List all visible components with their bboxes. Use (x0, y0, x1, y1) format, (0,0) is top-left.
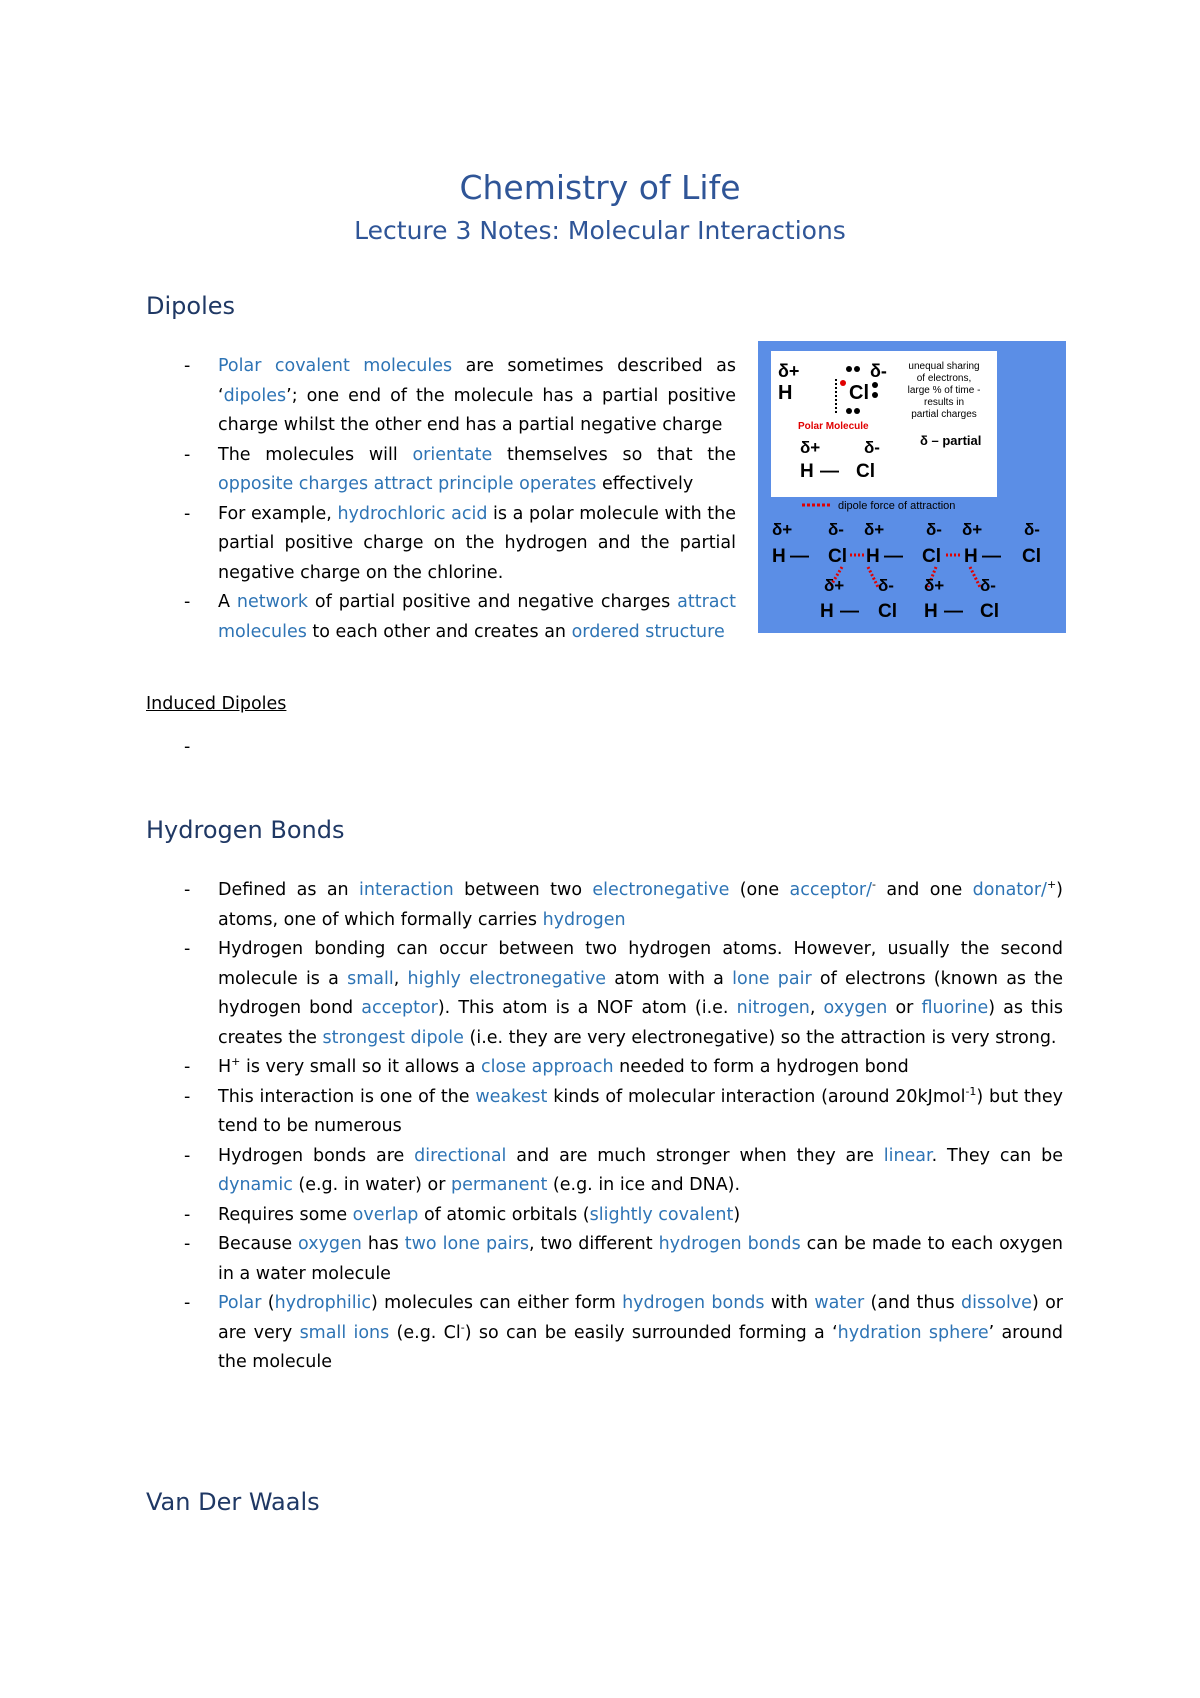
svg-text:δ+: δ+ (824, 576, 845, 595)
key-term: slightly covalent (589, 1204, 734, 1225)
svg-text:H: H (924, 601, 938, 622)
key-term: interaction (359, 880, 454, 900)
svg-text:H: H (772, 546, 786, 567)
text-run: of electrons (known as the hydrogen bond (218, 968, 1063, 1018)
text-run: kinds of molecular interaction (around 20kJmol (547, 1086, 966, 1107)
svg-text:—: — (944, 601, 963, 622)
svg-text:Cl: Cl (878, 601, 897, 622)
key-term: directional (414, 1145, 507, 1166)
svg-text:H: H (800, 461, 814, 482)
text-run: ) but they tend to be numerous (218, 1086, 1063, 1136)
svg-text:Cl: Cl (922, 546, 941, 567)
key-term: close approach (481, 1057, 614, 1077)
svg-text:δ+: δ+ (864, 520, 885, 539)
key-term: small ions (299, 1322, 390, 1343)
text-run: Requires some (218, 1204, 353, 1225)
superscript: -1 (965, 1084, 977, 1098)
svg-text:δ+: δ+ (924, 576, 945, 595)
key-term: overlap (352, 1204, 419, 1225)
key-term: hydrogen bonds (622, 1293, 765, 1313)
text-run: (e.g. in ice and DNA). (547, 1175, 741, 1195)
key-term: hydrogen bonds (658, 1234, 801, 1254)
key-term: opposite charges attract principle operates (218, 474, 597, 494)
text-run: The molecules will (218, 444, 413, 465)
text-run: are sometimes described as ‘ (218, 356, 737, 406)
polar-molecule-label: Polar Molecule (798, 421, 869, 432)
key-term: donator/ (972, 880, 1047, 900)
svg-text:Cl: Cl (856, 461, 875, 482)
text-run: atom with a (606, 968, 733, 989)
key-term: lone pair (732, 968, 812, 989)
svg-text:δ-: δ- (828, 520, 844, 539)
key-term: dynamic (218, 1175, 293, 1195)
text-run: effectively (596, 474, 694, 494)
text-run: of atomic orbitals ( (418, 1204, 590, 1225)
text-run: H (218, 1057, 232, 1077)
text-run: , two different (528, 1234, 659, 1254)
text-run: ). This atom is a NOF atom (i.e. (437, 998, 737, 1018)
bullet-item (146, 500, 736, 589)
text-run: . They can be (931, 1145, 1063, 1166)
note-line-4: results in (923, 397, 965, 408)
text-run: and are much stronger when they are (506, 1145, 884, 1166)
key-term: hydrogen (542, 909, 626, 930)
force-legend: dipole force of attraction (838, 500, 956, 512)
text-run: between two (453, 880, 593, 900)
text-run: A (218, 592, 237, 612)
text-run: needed to form a hydrogen bond (613, 1057, 909, 1077)
text-run: Defined as an (218, 880, 360, 900)
svg-text:Cl: Cl (1022, 546, 1041, 567)
text-run: ) so can be easily surrounded forming a ‘ (464, 1322, 838, 1343)
note-line-2: of electrons, (916, 373, 972, 384)
key-term: weakest (475, 1086, 548, 1107)
key-term: water (814, 1293, 865, 1313)
text-run: ’ around the molecule (218, 1322, 1063, 1372)
key-term: linear (883, 1145, 932, 1166)
chlorine-label: Cl (849, 382, 869, 404)
heading-van-der-waals: Van Der Waals (146, 1488, 320, 1516)
key-term: hydrophilic (274, 1293, 372, 1313)
text-run: , (393, 968, 408, 989)
heading-dipoles: Dipoles (146, 292, 236, 320)
key-term: dipoles (223, 385, 287, 406)
text-run: of partial positive and negative charges (307, 592, 678, 612)
bullet-item (146, 876, 1063, 935)
svg-text:—: — (820, 461, 839, 482)
bullet-item (146, 1289, 1063, 1378)
key-term: Polar covalent molecules (218, 356, 453, 376)
text-run: This interaction is one of the (218, 1086, 476, 1107)
heading-hydrogen-bonds: Hydrogen Bonds (146, 816, 345, 844)
key-term: permanent (451, 1175, 548, 1195)
text-run: (and thus (864, 1293, 962, 1313)
hydrogen-label: H (778, 382, 793, 404)
bullet-item (146, 1083, 1063, 1142)
text-run: (i.e. they are very electronegative) so the attraction is very strong. (463, 1027, 1057, 1048)
text-run: Hydrogen bonding can occur between two hydrogen atoms. However, usually the second molecule is a (218, 939, 1063, 989)
superscript: + (231, 1055, 241, 1069)
key-term: oxygen (823, 998, 888, 1018)
key-term: highly electronegative (407, 968, 607, 989)
key-term: electronegative (592, 880, 730, 900)
page-title: Chemistry of Life (459, 168, 741, 207)
key-term: orientate (412, 444, 493, 465)
superscript: - (872, 878, 877, 892)
heading-induced-dipoles: Induced Dipoles (146, 694, 287, 714)
delta-minus-label: δ- (870, 361, 887, 381)
bullet-item (146, 1230, 1063, 1289)
text-run: ) atoms, one of which formally carries (218, 880, 1063, 930)
note-line-1: unequal sharing (908, 361, 980, 372)
text-run: ) as this creates the (218, 998, 1063, 1048)
svg-text:δ-: δ- (926, 520, 942, 539)
key-term: two lone pairs (404, 1234, 529, 1254)
svg-text:—: — (884, 546, 903, 567)
hydrogen-bonds-bullet-list (146, 876, 1063, 1378)
svg-text:δ-: δ- (980, 576, 996, 595)
text-run: For example, (218, 503, 338, 524)
bullet-item (146, 1142, 1063, 1201)
svg-text:H: H (866, 546, 880, 567)
note-line-3: large % of time - (907, 385, 981, 396)
svg-text:H: H (964, 546, 978, 567)
superscript: - (460, 1320, 465, 1334)
text-run: Hydrogen bonds are (218, 1145, 415, 1166)
text-run: and one (876, 880, 973, 900)
key-term: nitrogen (736, 998, 810, 1018)
hcl-dipole-figure (758, 341, 1066, 633)
key-term: small (347, 968, 394, 989)
text-run: (e.g. Cl (389, 1322, 461, 1343)
key-term: strongest dipole (322, 1027, 464, 1048)
svg-text:δ+: δ+ (800, 438, 821, 457)
svg-text:—: — (982, 546, 1001, 567)
svg-text:δ-: δ- (1024, 520, 1040, 539)
key-term: acceptor (361, 998, 438, 1018)
bullet-item (146, 588, 736, 647)
text-run: can be made to each oxygen in a water molecule (218, 1234, 1063, 1284)
svg-text:—: — (840, 601, 859, 622)
key-term: ordered structure (571, 621, 725, 642)
key-term: acceptor/ (789, 880, 873, 900)
key-term: Polar (218, 1293, 262, 1313)
text-run: Because (218, 1234, 299, 1254)
bullet-item (146, 935, 1063, 1053)
svg-text:δ+: δ+ (962, 520, 983, 539)
text-run: ) or are very (218, 1293, 1063, 1343)
svg-text:δ-: δ- (878, 576, 894, 595)
text-run: ) (733, 1204, 741, 1225)
superscript: + (1046, 878, 1057, 892)
bullet-item (146, 1201, 1063, 1231)
text-run: has (361, 1234, 405, 1254)
key-term: fluorine (921, 998, 989, 1018)
bullet-item (146, 1053, 1063, 1083)
text-run: ) molecules can either form (371, 1293, 623, 1313)
key-term: network (236, 592, 308, 612)
svg-text:δ+: δ+ (772, 520, 793, 539)
text-run: themselves so that the (492, 444, 736, 465)
key-term: oxygen (298, 1234, 362, 1254)
text-run: is a polar molecule with the partial positive charge on the hydrogen and the partial negative charge on the chlorine. (218, 503, 736, 583)
svg-text:Cl: Cl (980, 601, 999, 622)
dipoles-bullet-list (146, 352, 736, 647)
key-term: hydration sphere (837, 1322, 989, 1343)
delta-plus-label: δ+ (778, 361, 800, 381)
text-run: ’; one end of the molecule has a partial positive charge whilst the other end has a partial negative charge (218, 385, 736, 435)
text-run: (one (729, 880, 790, 900)
induced-dipoles-empty-bullet: - (184, 737, 191, 757)
svg-text:—: — (790, 546, 809, 567)
bullet-item (146, 441, 736, 500)
text-run: ( (261, 1293, 275, 1313)
key-term: hydrochloric acid (337, 503, 488, 524)
svg-text:Cl: Cl (828, 546, 847, 567)
text-run: or (887, 998, 922, 1018)
text-run: to each other and creates an (306, 621, 572, 642)
key-term: attract molecules (218, 592, 736, 642)
bullet-item (146, 352, 736, 441)
svg-text:δ-: δ- (864, 438, 880, 457)
page-subtitle: Lecture 3 Notes: Molecular Interactions (354, 216, 846, 245)
text-run: with (764, 1293, 815, 1313)
key-term: dissolve (961, 1293, 1032, 1313)
svg-text:H: H (820, 601, 834, 622)
text-run: (e.g. in water) or (292, 1175, 451, 1195)
partial-legend: δ – partial (920, 433, 982, 448)
text-run: , (809, 998, 824, 1018)
text-run: is very small so it allows a (240, 1057, 482, 1077)
note-line-5: partial charges (911, 409, 977, 420)
